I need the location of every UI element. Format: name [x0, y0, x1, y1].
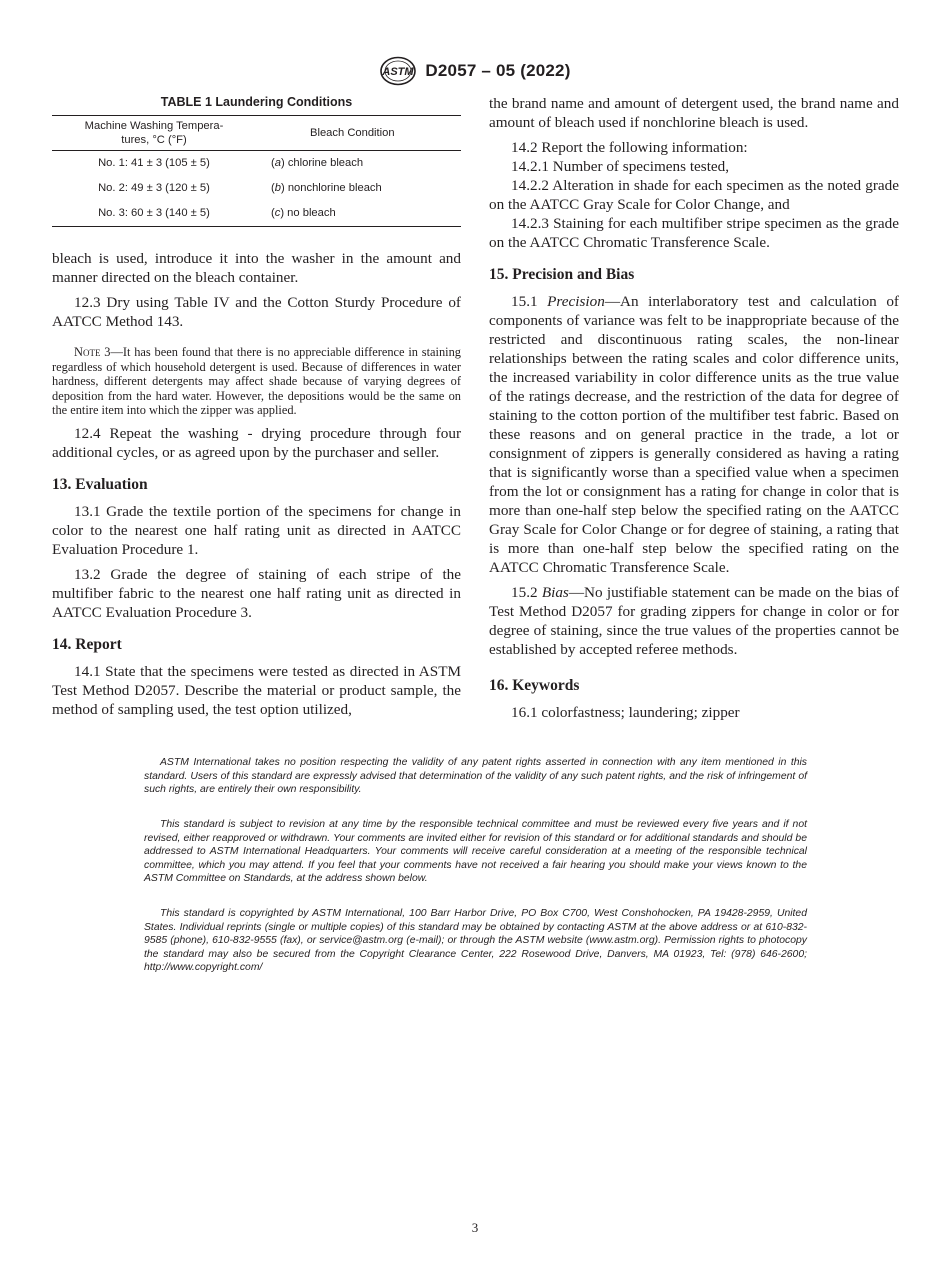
column-header-bleach: Bleach Condition: [256, 116, 461, 151]
revision-statement: This standard is subject to revision at any time by the responsible technical committee and must be reviewed every five years and if not revised, either reapproved or withdrawn. Your comments are invited either for revision of this standard or for additional standards and should be addressed to ASTM International Headquarters. Your comments will receive careful consideration at a meeting of the responsible technical committee, which you may attend. If you feel that your comments have not received a fair hearing you should make your views known to the ASTM Committee on Standards, at the address shown below.: [144, 819, 807, 885]
designation: D2057 – 05 (2022): [425, 61, 571, 80]
table-row: [52, 151, 461, 177]
paragraph-16-1: 16.1 colorfastness; laundering; zipper: [511, 704, 740, 721]
bleach-cell: (b) nonchlorine bleach: [271, 182, 382, 194]
paragraph-15-1: 15.1 Precision—An interlaboratory test and calculation of components of variance was felt to be inappropriate because of the restricted and discontinuous rating scales, the non-linear relationships between the rating scales and color difference units, the increased variability in color difference units as the true value of the ratings decrease, and the restriction of the data for degree of staining to the cotton portion of the multifiber test fabric. Based on these reasons and on general practice in the trade, a lot or consignment of zippers is generally considered as having a rating that is significantly worse than a specified value when a specimen from the lot or consignment has a rating for change in color that is more than one-half step below the specified rating on the AATCC Gray Scale for Color Change or for degree of staining, a rating that is more than one-half step below the specified rating on the AATCC Chromatic Transference Scale.: [489, 293, 899, 576]
svg-text:ASTM: ASTM: [382, 66, 414, 78]
page-number: 3: [471, 1220, 479, 1235]
temperature-cell: No. 2: 49 ± 3 (120 ± 5): [98, 182, 210, 194]
bleach-cell: (a) chlorine bleach: [271, 157, 364, 169]
paragraph-14-2: 14.2 Report the following information:: [511, 139, 748, 156]
table-row: [52, 201, 461, 227]
paragraph-12-4: 12.4 Repeat the washing - drying procedure through four additional cycles, or as agreed upon by the purchaser and seller.: [52, 424, 461, 461]
section-heading-evaluation: 13. Evaluation: [52, 475, 148, 493]
page-header: [0, 56, 950, 86]
paragraph-14-1-continued: the brand name and amount of detergent used, the brand name and amount of bleach used if nonchlorine bleach is used.: [489, 95, 899, 131]
bleach-cell: (c) no bleach: [271, 207, 336, 219]
section-heading-report: 14. Report: [52, 635, 122, 653]
note-3: Note 3—It has been found that there is no appreciable difference in staining regardless of which household detergent is used. Because of differences in water hardness, different detergents may affect shade because of varying degrees of deposition from the hard water. However, the depositions would be the same on the entire item into which the zipper was applied.: [52, 345, 461, 418]
astm-logo-icon: [379, 56, 417, 86]
paragraph-14-2-3: 14.2.3 Staining for each multifiber stripe specimen as the grade on the AATCC Chromatic Transference Scale.: [489, 215, 899, 251]
table-header-row: [52, 116, 461, 151]
table-title: TABLE 1 Laundering Conditions: [160, 95, 353, 109]
section-heading-keywords: 16. Keywords: [489, 677, 580, 694]
paragraph-14-2-2: 14.2.2 Alteration in shade for each specimen as the noted grade on the AATCC Gray Scale for Color Change, and: [489, 177, 899, 213]
paragraph-bleach-continued: bleach is used, introduce it into the washer in the amount and manner directed on the bleach container.: [52, 250, 461, 286]
left-column: [52, 94, 461, 725]
patent-statement: ASTM International takes no position respecting the validity of any patent rights asserted in connection with any item mentioned in this standard. Users of this standard are expressly advised that determination of the validity of any such patent rights, and the risk of infringement of such rights, are entirely their own responsibility.: [144, 757, 807, 796]
right-column: [489, 94, 899, 728]
paragraph-14-1: 14.1 State that the specimens were tested as directed in ASTM Test Method D2057. Describe the material or product sample, the method of sampling used, the test option utilized,: [52, 662, 461, 718]
paragraph-15-2: 15.2 Bias—No justifiable statement can be made on the bias of Test Method D2057 for grading zippers for change in color or for degree of staining, since the true values of the properties cannot be established by accepted referee methods.: [489, 584, 900, 658]
temperature-cell: No. 3: 60 ± 3 (140 ± 5): [98, 207, 210, 219]
column-header-temperature: Machine Washing Tempera- tures, °C (°F): [52, 116, 256, 151]
section-heading-precision-bias: 15. Precision and Bias: [489, 266, 635, 283]
paragraph-14-2-1: 14.2.1 Number of specimens tested,: [511, 158, 730, 175]
table-row: [52, 176, 461, 201]
paragraph-13-2: 13.2 Grade the degree of staining of each stripe of the multifiber fabric to the nearest one half rating unit as directed in AATCC Evaluation Procedure 3.: [52, 565, 461, 621]
paragraph-12-3: 12.3 Dry using Table IV and the Cotton Sturdy Procedure of AATCC Method 143.: [52, 294, 461, 330]
paragraph-13-1: 13.1 Grade the textile portion of the specimens for change in color to the nearest one half rating unit as directed in AATCC Evaluation Procedure 1.: [52, 502, 461, 558]
laundering-table: [52, 115, 461, 227]
copyright-statement: This standard is copyrighted by ASTM International, 100 Barr Harbor Drive, PO Box C700, West Conshohocken, PA 19428-2959, United States. Individual reprints (single or multiple copies) of this standard may be obtained by contacting ASTM at the above address or at 610-832-9585 (phone), 610-832-9555 (fax), or service@astm.org (e-mail); or through the ASTM website (www.astm.org). Permission rights to photocopy the standard may also be secured from the Copyright Clearance Center, 222 Rosewood Drive, Danvers, MA 01923, Tel: (978) 646-2600; http://www.copyright.com/: [144, 908, 807, 974]
temperature-cell: No. 1: 41 ± 3 (105 ± 5): [98, 157, 210, 169]
